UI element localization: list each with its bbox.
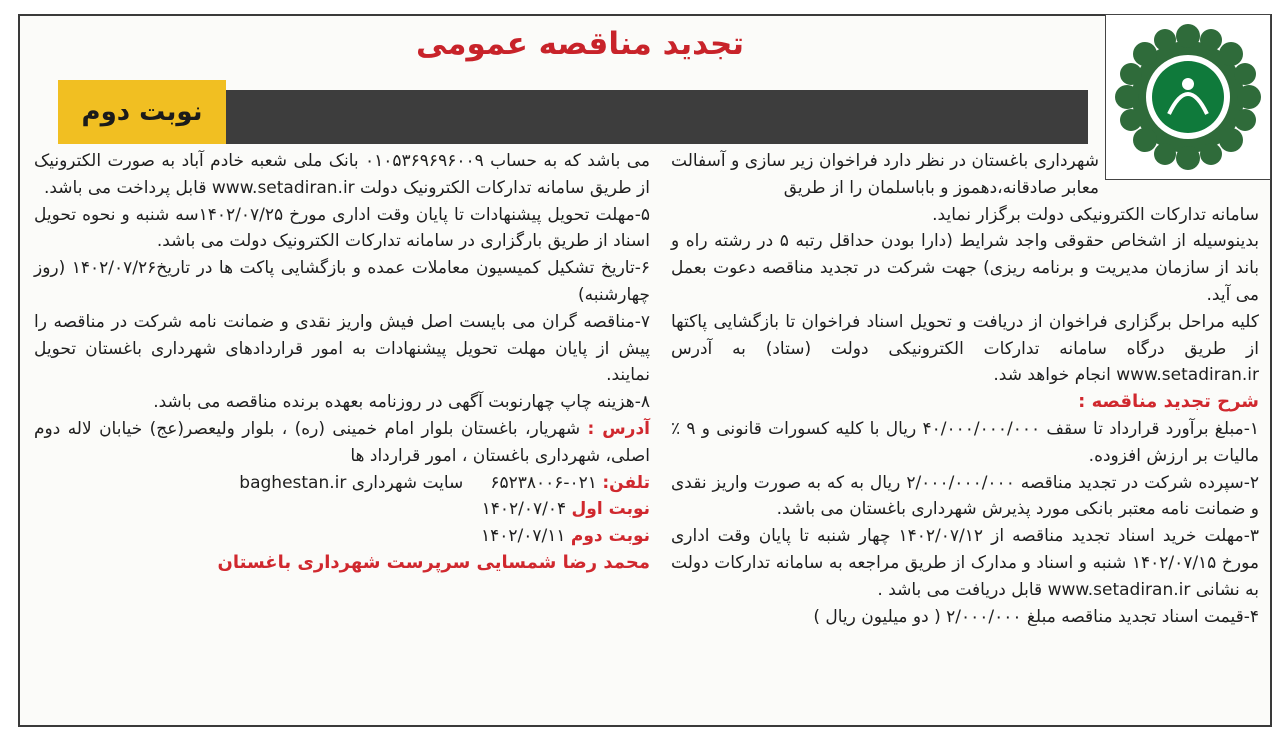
site-value: baghestan.ir <box>239 472 347 493</box>
item-1: ۱-مبلغ برآورد قرارداد تا سقف ۴۰/۰۰۰/۰۰۰/۰۰۰ ریال با کلیه کسورات قانونی و ۹ ٪ مالیات بر ارزش افزوده. <box>671 418 1259 466</box>
round-1-date: ۱۴۰۲/۰۷/۰۴ <box>481 499 567 520</box>
right-column <box>671 148 1259 630</box>
item-2: ۲-سپرده شرکت در تجدید مناقصه ۲/۰۰۰/۰۰۰/۰۰۰ ریال به که به صورت واریز نقدی و ضمانت نامه معتبر بانکی مورد پذیرش شهرداری باغستان می باشد. <box>671 472 1259 520</box>
contact-line <box>34 470 650 497</box>
phone-value: ۰۲۱-۶۵۲۳۸۰۰۶ <box>490 472 597 493</box>
address-value: شهریار، باغستان بلوار امام خمینی (ره) ، بلوار ولیعصر(عج) خیابان لاله دوم اصلی، شهرداری باغستان ، امور قرارداد ها <box>34 418 650 466</box>
round-2-date: ۱۴۰۲/۰۷/۱۱ <box>480 526 566 547</box>
phone-label: تلفن: <box>602 472 650 493</box>
left-column <box>34 148 650 577</box>
round-badge <box>58 80 226 144</box>
round-badge-label: نوبت دوم <box>81 97 203 127</box>
address-line <box>34 416 650 470</box>
item-3: ۳-مهلت خرید اسناد تجدید مناقصه از ۱۴۰۲/۰۷/۱۲ چهار شنبه تا پایان وقت اداری مورخ ۱۴۰۲/۰۷/۱۵ شنبه و اسناد و مدارک از طریق مراجعه به سامانه تدارکات دولت به نشانی www.setadiran.ir قابل دریافت می باشد . <box>671 526 1259 600</box>
item-8: ۸-هزینه چاپ چهارنوبت آگهی در روزنامه بعهده برنده مناقصه می باشد. <box>153 392 650 413</box>
round-1-line <box>34 496 650 523</box>
round-2-line <box>34 523 650 550</box>
item-5: ۵-مهلت تحویل پیشنهادات تا پایان وقت اداری مورخ ۱۴۰۲/۰۷/۲۵سه شنبه و نحوه تحویل اسناد از طریق بارگزاری در سامانه تدارکات الکترونیک دولت می باشد. <box>34 204 650 252</box>
item-7: ۷-مناقصه گران می بایست اصل فیش واریز نقدی و ضمانت نامه شرکت در مناقصه را پیش از پایان مهلت تحویل پیشنهادات به امور قراردادهای شهرداری باغستان تحویل نمایند. <box>34 311 650 386</box>
round-1-label: نوبت اول <box>571 499 650 520</box>
process-text: کلیه مراحل برگزاری فراخوان از دریافت و تحویل اسناد فراخوان تا بازگشایی پاکتها از طریق درگاه سامانه تدارکات الکترونیکی دولت (ستاد) به آدرس www.setadiran.ir انجام خواهد شد. <box>671 311 1259 386</box>
intro-text: شهرداری باغستان در نظر دارد فراخوان زیر سازی و آسفالت معابر صادقانه،دهموز و باباسلمان را از طریق <box>671 151 1099 198</box>
item-4: ۴-قیمت اسناد تجدید مناقصه مبلغ ۲/۰۰۰/۰۰۰ ( دو میلیون ریال ) <box>813 606 1259 627</box>
intro-cont: سامانه تدارکات الکترونیکی دولت برگزار نماید. <box>932 204 1259 225</box>
item-6: ۶-تاریخ تشکیل کمیسیون معاملات عمده و بازگشایی پاکت ها در تاریخ۱۴۰۲/۰۷/۲۶ (روز چهارشنبه) <box>34 258 650 305</box>
section-heading: شرح تجدید مناقصه : <box>1078 391 1259 413</box>
address-label: آدرس : <box>587 418 650 439</box>
signature: محمد رضا شمسایی سرپرست شهرداری باغستان <box>217 551 650 573</box>
item-4-cont: می باشد که به حساب ۰۱۰۵۳۶۹۶۹۶۰۰۹ بانک ملی شعبه خادم آباد به صورت الکترونیک از طریق سامانه تدارکات الکترونیک دولت www.setadiran.ir قابل پرداخت می باشد. <box>34 151 650 198</box>
page-title: تجدید مناقصه عمومی <box>415 26 745 62</box>
eligibility-text: بدینوسیله از اشخاص حقوقی واجد شرایط (دارا بودن حداقل رتبه ۵ در رشته راه و باند از سازمان مدیریت و برنامه ریزی) جهت شرکت در تجدید مناقصه دعوت بعمل می آید. <box>671 231 1259 305</box>
round-2-label: نوبت دوم <box>570 526 650 547</box>
site-label: سایت شهرداری <box>351 472 464 493</box>
